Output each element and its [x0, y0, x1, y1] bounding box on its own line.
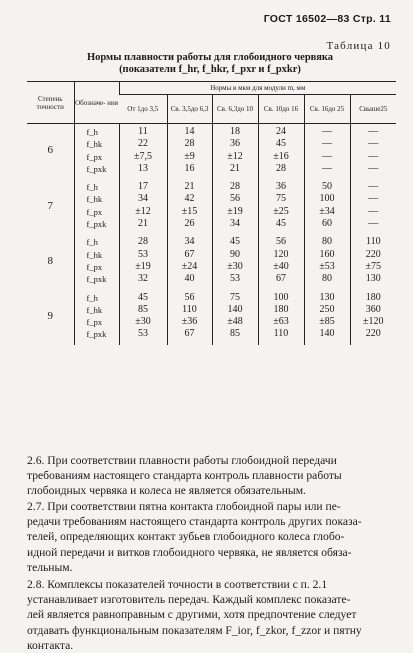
symbol-label: f_pxk [86, 329, 107, 340]
value: — [368, 218, 379, 230]
degree-cell: 6 [47, 144, 53, 157]
value: ±7,5 [134, 150, 152, 162]
value: 28 [138, 236, 148, 248]
value: 45 [230, 236, 240, 248]
symbol-label: f_hk [86, 304, 103, 315]
value-cell [304, 179, 350, 234]
module-header: Св. 10до 16 [258, 95, 304, 124]
value: 220 [365, 248, 381, 260]
value: 53 [230, 273, 240, 285]
value-cell [167, 124, 212, 180]
value: — [368, 126, 379, 137]
value: 21 [138, 218, 148, 230]
value: 56 [230, 193, 240, 205]
value-cell [167, 234, 212, 289]
paragraph-2-8: 2.8. Комплексы показателей точности в соответствии с п. 2.1 устанавливает изготовитель передач. Каждый комплекс показате- лей является равноправным с другими, хотя предпочтение следует отдавать функциональным показателям F_ior, f_zkor, f_zzor и пятну контакта. [27, 578, 362, 652]
symbol-cell [74, 290, 119, 345]
module-header: Св. 6,3до 10 [212, 95, 258, 124]
value: 100 [319, 193, 335, 205]
symbol-label: f_hk [86, 139, 103, 150]
paragraph-2-7: 2.7. При соответствии пятна контакта глобоидной пары или пе- редачи требованиям настоящего стандарта контроль других показа- телей, определяющих контакт зубьев глобоидного колеса глобо- идной передачи и витков глобоидного червяка, не является обяза- тельным. [27, 500, 362, 574]
value: 75 [230, 291, 240, 303]
value: 18 [230, 126, 240, 137]
value: 14 [184, 126, 195, 137]
value: 53 [138, 248, 148, 260]
value: 53 [138, 328, 148, 340]
value: 110 [273, 328, 289, 340]
value-cell [119, 234, 167, 289]
value: ±120 [363, 316, 384, 328]
value: 22 [138, 138, 148, 150]
value: 36 [230, 138, 240, 150]
value: — [368, 181, 379, 193]
value: 180 [273, 303, 289, 315]
value: ±16 [273, 150, 289, 162]
value: 85 [230, 328, 240, 340]
value: ±30 [135, 316, 151, 328]
value: 160 [319, 248, 335, 260]
value-cell [167, 290, 212, 345]
value: 21 [184, 181, 195, 193]
degree-cell: 9 [47, 310, 53, 322]
value: 28 [184, 138, 195, 150]
value: 67 [184, 328, 195, 340]
value: 17 [138, 181, 148, 193]
value-cell [258, 179, 304, 234]
value: 140 [227, 303, 243, 315]
value-cell [167, 179, 212, 234]
table-title-line2: (показатели f_hr, f_hkr, f_pxr и f_pxkr) [119, 64, 301, 75]
module-header: Св. 16до 25 [304, 95, 350, 124]
value: 16 [184, 162, 195, 174]
value: 56 [276, 236, 286, 248]
value-cell [258, 290, 304, 345]
value: 67 [276, 273, 286, 285]
symbol-label: f_pxk [86, 219, 107, 230]
symbol-label: f_px [86, 206, 103, 217]
page-header: ГОСТ 16502—83 Стр. 11 [263, 13, 391, 25]
col-degree-header: Степень точности [27, 82, 74, 124]
value: ±19 [227, 205, 243, 217]
symbol-label: f_px [86, 151, 103, 162]
value: ±25 [273, 205, 289, 217]
value: 130 [319, 291, 335, 303]
value: ±12 [135, 205, 151, 217]
symbol-label: f_hk [86, 249, 103, 260]
symbol-label: f_pxk [86, 274, 107, 285]
value: 26 [184, 218, 195, 230]
module-header: Свыше25 [350, 95, 396, 124]
value-cell [212, 179, 258, 234]
value: 60 [322, 218, 332, 230]
value: 140 [319, 328, 335, 340]
value: — [368, 193, 379, 205]
value-cell [350, 124, 396, 180]
value: 56 [184, 291, 195, 303]
value: ±48 [227, 316, 243, 328]
value: ±15 [181, 205, 198, 217]
degree-cell: 8 [47, 254, 53, 267]
symbol-label: f_px [86, 317, 103, 328]
symbol-cell [74, 179, 119, 234]
table-row [27, 179, 396, 234]
symbol-cell [74, 124, 119, 180]
table-row [27, 290, 396, 345]
value: 32 [138, 273, 148, 285]
value: ±19 [135, 260, 151, 272]
degree-cell: 7 [47, 199, 53, 212]
symbol-label: f_h [86, 237, 98, 248]
value: 90 [230, 248, 240, 260]
value: 80 [322, 273, 332, 285]
symbol-label: f_h [86, 292, 98, 303]
value-cell [212, 234, 258, 289]
value: ±9 [184, 150, 195, 162]
module-header: От 1до 3,5 [119, 95, 167, 124]
value-cell [258, 124, 304, 180]
value: 28 [230, 181, 240, 193]
value: 80 [322, 236, 332, 248]
value: ±75 [365, 260, 382, 272]
norms-table [27, 81, 396, 345]
col-symbol-header: Обозначе- ния [74, 82, 119, 124]
value: 36 [276, 181, 286, 193]
value: ±24 [181, 260, 198, 272]
value: 250 [319, 303, 335, 315]
symbol-label: f_px [86, 261, 103, 272]
value: 34 [230, 218, 240, 230]
value: — [322, 138, 332, 150]
value: 28 [276, 162, 286, 174]
value: ±30 [227, 260, 243, 272]
value: — [322, 150, 332, 162]
value: 50 [322, 181, 332, 193]
value: 120 [273, 248, 289, 260]
value: 110 [182, 303, 197, 315]
value: 220 [365, 328, 381, 340]
module-header: Св. 3,5до 6,3 [167, 95, 212, 124]
paragraph-2-6: 2.6. При соответствии плавности работы глобоидной передачи требованиям настоящего стандарта контроль плавности работы глобоидных червяка и колеса не является обязательным. [27, 454, 342, 498]
value: ±34 [319, 205, 335, 217]
value: 40 [184, 273, 195, 285]
value-cell [119, 290, 167, 345]
value: 45 [276, 218, 286, 230]
value: 100 [273, 291, 289, 303]
module-span-header: Нормы в мкм для модули m, мм [119, 82, 396, 95]
value-cell [304, 124, 350, 180]
value: — [368, 205, 379, 217]
value-cell [119, 124, 167, 180]
value: 45 [138, 291, 148, 303]
symbol-label: f_pxk [86, 163, 107, 174]
value: 13 [138, 162, 148, 174]
value-cell [350, 234, 396, 289]
value: 110 [365, 236, 381, 248]
value: — [322, 162, 332, 174]
value: ±36 [181, 316, 198, 328]
table-title-line1: Нормы плавности работы для глобоидного червяка [86, 52, 334, 63]
value: 34 [138, 193, 148, 205]
value-cell [304, 290, 350, 345]
value: 24 [276, 126, 286, 137]
symbol-label: f_h [86, 182, 98, 193]
value: 360 [365, 303, 381, 315]
table-row [27, 124, 396, 180]
table-row [27, 234, 396, 289]
value: ±85 [319, 316, 335, 328]
value-cell [350, 290, 396, 345]
value: 34 [184, 236, 195, 248]
value: 21 [230, 162, 240, 174]
value: ±40 [273, 260, 289, 272]
value: — [368, 138, 379, 150]
value-cell [212, 124, 258, 180]
value: ±63 [273, 316, 289, 328]
value: 11 [138, 126, 148, 137]
value: 45 [276, 138, 286, 150]
value: ±53 [319, 260, 335, 272]
value: — [322, 126, 332, 137]
value: 75 [276, 193, 286, 205]
value-cell [258, 234, 304, 289]
symbol-label: f_h [86, 127, 98, 137]
value: — [368, 150, 379, 162]
value: 85 [138, 303, 148, 315]
value-cell [212, 290, 258, 345]
symbol-cell [74, 234, 119, 289]
value: — [368, 162, 379, 174]
value-cell [304, 234, 350, 289]
value-cell [119, 179, 167, 234]
table-number: Таблица 10 [326, 40, 391, 52]
value: ±12 [227, 150, 243, 162]
value: 180 [365, 291, 381, 303]
table-title [60, 52, 360, 76]
value: 67 [184, 248, 195, 260]
symbol-label: f_hk [86, 194, 103, 205]
value: 130 [365, 273, 381, 285]
value-cell [350, 179, 396, 234]
value: 42 [184, 193, 195, 205]
